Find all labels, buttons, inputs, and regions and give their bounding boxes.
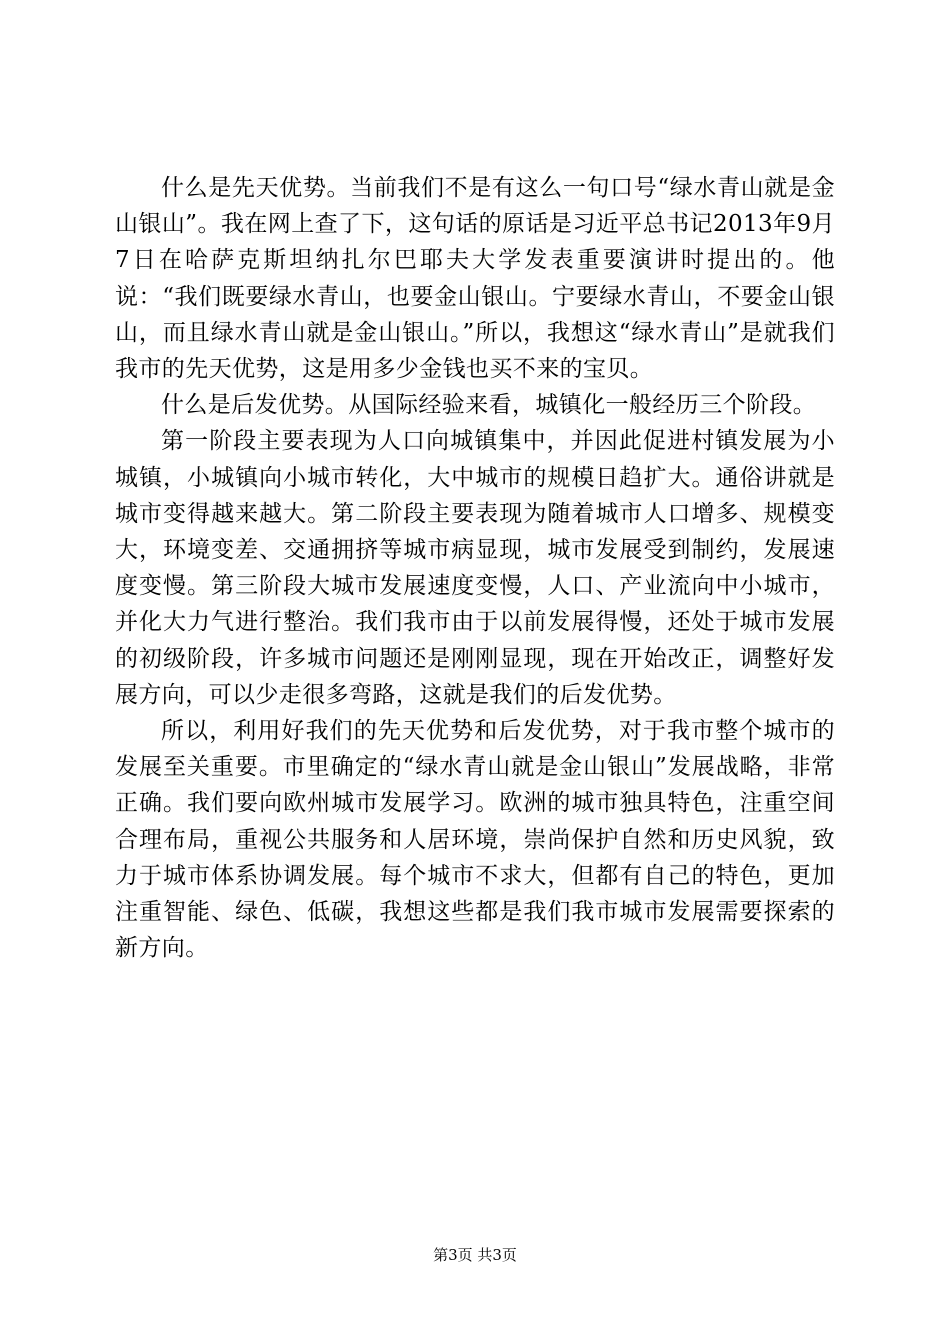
document-body [115,170,835,966]
paragraph-conclusion: 所以，利用好我们的先天优势和后发优势，对于我市整个城市的发展至关重要。市里确定的“绿水青山就是金山银山”发展战略，非常正确。我们要向欧州城市发展学习。欧洲的城市独具特色，注重空间合理布局，重视公共服务和人居环境，崇尚保护自然和历史风貌，致力于城市体系协调发展。每个城市不求大，但都有自己的特色，更加注重智能、绿色、低碳，我想这些都是我们我市城市发展需要探索的新方向。 [115,718,835,962]
page-number-footer: 第3页 共3页 [433,1246,517,1264]
paragraph-late-mover-advantage: 什么是后发优势。从国际经验来看，城镇化一般经历三个阶段。 [161,392,817,419]
paragraph-innate-advantage: 什么是先天优势。当前我们不是有这么一句口号“绿水青山就是金山银山”。我在网上查了下，这句话的原话是习近平总书记2013年9月7日在哈萨克斯坦纳扎尔巴耶夫大学发表重要演讲时提出的。他说：“我们既要绿水青山，也要金山银山。宁要绿水青山，不要金山银山，而且绿水青山就是金山银山。”所以，我想这“绿水青山”是就我们我市的先天优势，这是用多少金钱也买不来的宝贝。 [115,175,835,383]
paragraph-urbanization-stages: 第一阶段主要表现为人口向城镇集中，并因此促进村镇发展为小城镇，小城镇向小城市转化，大中城市的规模日趋扩大。通俗讲就是城市变得越来越大。第二阶段主要表现为随着城市人口增多、规模变大，环境变差、交通拥挤等城市病显现，城市发展受到制约，发展速度变慢。第三阶段大城市发展速度变慢，人口、产业流向中小城市，并化大力气进行整治。我们我市由于以前发展得慢，还处于城市发展的初级阶段，许多城市问题还是刚刚显现，现在开始改正，调整好发展方向，可以少走很多弯路，这就是我们的后发优势。 [115,428,835,708]
